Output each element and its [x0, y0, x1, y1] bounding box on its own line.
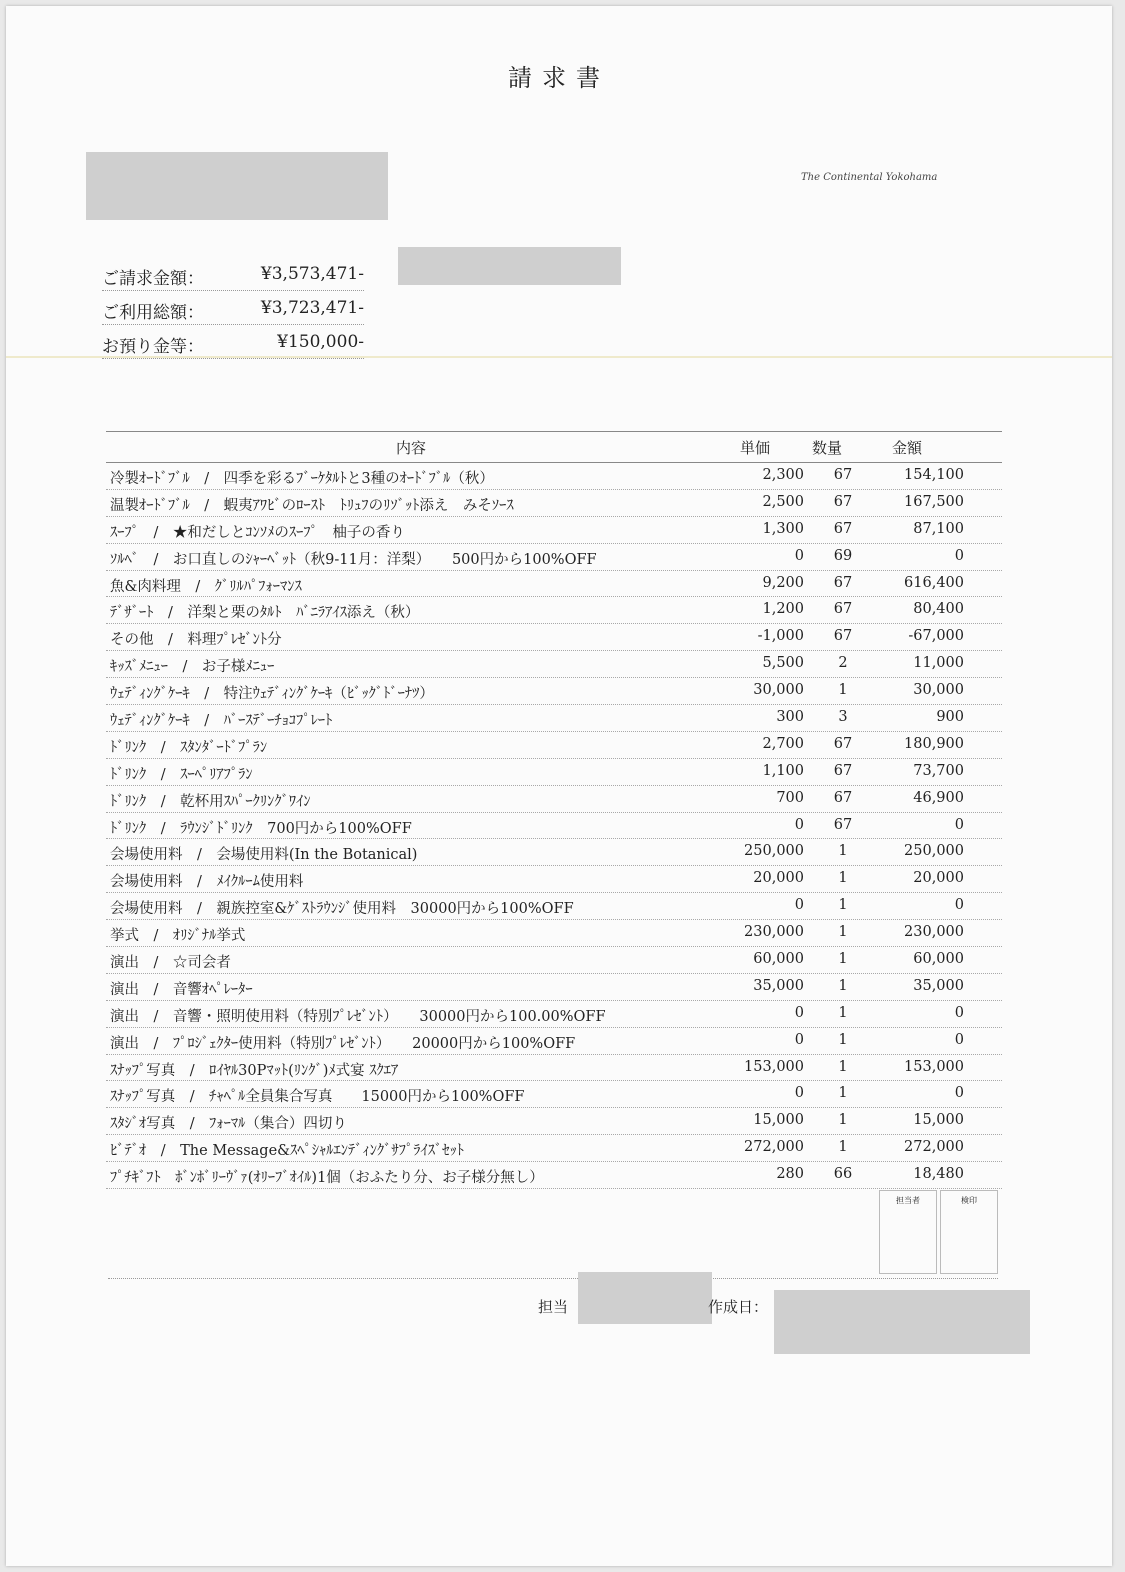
table-row: [106, 1028, 1002, 1055]
row-desc: 演出 / ﾌﾟﾛｼﾞｪｸﾀｰ使用料（特別ﾌﾟﾚｾﾞﾝﾄ） 20000円から100%OFF: [110, 1035, 576, 1052]
row-desc: その他 / 料理ﾌﾟﾚｾﾞﾝﾄ分: [110, 632, 282, 649]
row-amount: 250,000: [904, 843, 964, 860]
row-amount: 80,400: [913, 601, 964, 618]
table-row: [106, 705, 1002, 732]
table-row: [106, 839, 1002, 866]
page-title: 請求書: [508, 64, 610, 92]
row-price: 300: [776, 709, 804, 726]
row-qty: 1: [838, 1085, 848, 1102]
row-price: 0: [794, 897, 804, 914]
row-price: 0: [794, 1004, 804, 1021]
row-qty: 67: [833, 816, 853, 833]
stamp-label: 検印: [961, 1196, 977, 1205]
row-price: 250,000: [744, 843, 804, 860]
row-qty: 67: [833, 574, 853, 591]
row-desc: 温製ｵｰﾄﾞﾌﾞﾙ / 蝦夷ｱﾜﾋﾞのﾛｰｽﾄ ﾄﾘｭﾌのﾘｿﾞｯﾄ添え みそｿｰｽ: [110, 497, 514, 514]
summary-label: お預り金等：: [102, 337, 204, 357]
row-amount: 180,900: [904, 735, 964, 752]
row-price: 0: [794, 816, 804, 833]
row-price: 30,000: [753, 682, 804, 699]
row-desc: ﾃﾞｻﾞｰﾄ / 洋梨と栗のﾀﾙﾄ ﾊﾞﾆﾗｱｲｽ添え（秋）: [110, 605, 420, 622]
table-row: [106, 759, 1002, 786]
invoice-table: [106, 431, 1002, 1189]
table-row: [106, 866, 1002, 893]
row-qty: 1: [838, 951, 848, 968]
redacted-staff-name: [578, 1272, 712, 1324]
table-header: [106, 431, 1002, 463]
row-desc: 冷製ｵｰﾄﾞﾌﾞﾙ / 四季を彩るﾌﾞｰｹﾀﾙﾄと3種のｵｰﾄﾞﾌﾞﾙ（秋）: [110, 471, 494, 487]
row-desc: 演出 / 音響・照明使用料（特別ﾌﾟﾚｾﾞﾝﾄ） 30000円から100.00%OFF: [110, 1008, 606, 1025]
row-amount: 11,000: [913, 655, 964, 672]
header-price: 単価: [740, 439, 771, 457]
row-qty: 1: [838, 682, 848, 699]
row-desc: ｽﾀｼﾞｵ写真 / ﾌｫｰﾏﾙ（集合）四切り: [110, 1116, 347, 1133]
row-amount: 154,100: [904, 467, 964, 483]
row-qty: 3: [838, 709, 848, 726]
table-row: [106, 1001, 1002, 1028]
row-qty: 1: [838, 1004, 848, 1021]
row-qty: 1: [838, 1058, 848, 1075]
row-desc: 魚&肉料理 / ｸﾞﾘﾙﾊﾟﾌｫｰﾏﾝｽ: [110, 578, 302, 595]
row-desc: ﾄﾞﾘﾝｸ / ｽｰﾍﾟﾘｱﾌﾟﾗﾝ: [110, 766, 253, 783]
row-amount: 272,000: [904, 1139, 964, 1156]
redacted-note: [398, 247, 621, 285]
row-desc: 会場使用料 / ﾒｲｸﾙｰﾑ使用料: [110, 874, 304, 891]
row-price: 0: [794, 1085, 804, 1102]
table-row: [106, 544, 1002, 571]
row-amount: 0: [954, 816, 964, 833]
row-qty: 67: [833, 789, 853, 806]
table-row: [106, 947, 1002, 974]
row-amount: 18,480: [913, 1166, 964, 1183]
row-qty: 1: [838, 897, 848, 914]
summary-value: ¥3,723,471-: [260, 298, 364, 318]
row-price: 0: [794, 547, 804, 564]
row-amount: 60,000: [913, 951, 964, 968]
redacted-date: [774, 1290, 1030, 1354]
row-desc: 演出 / ☆司会者: [110, 955, 231, 972]
row-desc: ﾋﾞﾃﾞｵ / The Message&ｽﾍﾟｼｬﾙｴﾝﾃﾞｨﾝｸﾞｻﾌﾟﾗｲｽﾞｾｯﾄ: [110, 1143, 465, 1160]
summary-label: ご利用総額：: [102, 303, 204, 323]
summary-value: ¥3,573,471-: [260, 264, 364, 284]
table-row: [106, 624, 1002, 651]
row-amount: 0: [954, 1031, 964, 1048]
table-row: [106, 974, 1002, 1001]
row-amount: 73,700: [913, 762, 964, 779]
row-desc: 会場使用料 / 親族控室&ｹﾞｽﾄﾗｳﾝｼﾞ使用料 30000円から100%OFF: [110, 901, 574, 918]
row-price: 153,000: [744, 1058, 804, 1075]
table-row: [106, 463, 1002, 490]
row-desc: ﾌﾟﾁｷﾞﾌﾄ ﾎﾞﾝﾎﾞﾘｰｳﾞｧ(ｵﾘｰﾌﾞｵｲﾙ)1個（おふたり分、お子様分無し）: [110, 1170, 544, 1187]
row-price: 1,200: [762, 601, 804, 618]
row-desc: ｽｰﾌﾟ / ★和だしとｺﾝｿﾒのｽｰﾌﾟ 柚子の香り: [110, 524, 405, 541]
row-price: 1,300: [762, 520, 804, 537]
table-row: [106, 571, 1002, 598]
row-amount: 15,000: [913, 1112, 964, 1129]
row-qty: 1: [838, 870, 848, 887]
row-amount: 46,900: [913, 789, 964, 806]
table-row: [106, 1081, 1002, 1108]
row-qty: 2: [838, 655, 848, 672]
row-price: 60,000: [753, 951, 804, 968]
row-amount: 900: [936, 709, 964, 726]
row-qty: 67: [833, 628, 853, 645]
stamp-label: 担当者: [896, 1196, 920, 1205]
row-price: 2,700: [762, 735, 804, 752]
row-price: 0: [794, 1031, 804, 1048]
table-row: [106, 597, 1002, 624]
row-desc: ｽﾅｯﾌﾟ写真 / ﾛｲﾔﾙ30Pﾏｯﾄ(ﾘﾝｸﾞ)ﾒ式宴 ｽｸｴｱ: [110, 1062, 399, 1079]
table-row: [106, 813, 1002, 840]
row-price: 9,200: [762, 574, 804, 591]
row-desc: ｽﾅｯﾌﾟ写真 / ﾁｬﾍﾟﾙ全員集合写真 15000円から100%OFF: [110, 1089, 525, 1106]
table-row: [106, 920, 1002, 947]
row-qty: 67: [833, 520, 853, 537]
row-price: 2,300: [762, 467, 804, 483]
row-desc: 挙式 / ｵﾘｼﾞﾅﾙ挙式: [110, 928, 246, 945]
row-price: 15,000: [753, 1112, 804, 1129]
hotel-logo: The Continental Yokohama: [801, 172, 938, 183]
summary-deposit: [102, 328, 364, 359]
row-amount: 0: [954, 547, 964, 564]
summary-value: ¥150,000-: [277, 332, 364, 352]
row-desc: 演出 / 音響ｵﾍﾟﾚｰﾀｰ: [110, 981, 253, 998]
row-amount: 35,000: [913, 977, 964, 994]
row-qty: 67: [833, 601, 853, 618]
table-row: [106, 786, 1002, 813]
table-row: [106, 1162, 1002, 1189]
summary-billed-amount: [102, 260, 364, 291]
row-qty: 1: [838, 843, 848, 860]
row-desc: ｿﾙﾍﾞ / お口直しのｼｬｰﾍﾞｯﾄ（秋9-11月：洋梨） 500円から100%OFF: [110, 551, 597, 568]
summary-label: ご請求金額：: [102, 269, 204, 289]
row-price: 1,100: [762, 762, 804, 779]
header-desc: 内容: [396, 439, 427, 457]
row-qty: 1: [838, 924, 848, 941]
table-row: [106, 732, 1002, 759]
row-qty: 1: [838, 1112, 848, 1129]
row-amount: 167,500: [904, 493, 964, 510]
footer-divider: [108, 1278, 998, 1279]
row-amount: 230,000: [904, 924, 964, 941]
table-row: [106, 893, 1002, 920]
row-price: 280: [776, 1166, 804, 1183]
row-desc: ｳｪﾃﾞｨﾝｸﾞｹｰｷ / 特注ｳｪﾃﾞｨﾝｸﾞｹｰｷ（ﾋﾞｯｸﾞﾄﾞｰﾅﾂ）: [110, 686, 434, 703]
row-price: 2,500: [762, 493, 804, 510]
header-qty: 数量: [812, 439, 843, 457]
row-amount: -67,000: [908, 628, 964, 645]
row-amount: 30,000: [913, 682, 964, 699]
row-desc: ｷｯｽﾞﾒﾆｭｰ / お子様ﾒﾆｭｰ: [110, 659, 275, 676]
table-row: [106, 1135, 1002, 1162]
row-amount: 0: [954, 1085, 964, 1102]
row-price: 230,000: [744, 924, 804, 941]
row-amount: 153,000: [904, 1058, 964, 1075]
table-row: [106, 1055, 1002, 1082]
row-amount: 0: [954, 897, 964, 914]
footer-date-label: 作成日：: [708, 1298, 769, 1316]
invoice-sheet: [6, 6, 1112, 1566]
row-amount: 87,100: [913, 520, 964, 537]
row-desc: ﾄﾞﾘﾝｸ / ﾗｳﾝｼﾞﾄﾞﾘﾝｸ 700円から100%OFF: [110, 820, 412, 837]
row-amount: 20,000: [913, 870, 964, 887]
row-qty: 1: [838, 1139, 848, 1156]
row-qty: 1: [838, 1031, 848, 1048]
row-qty: 69: [833, 547, 853, 564]
table-body: [106, 463, 1002, 1189]
row-qty: 67: [833, 467, 853, 483]
row-qty: 67: [833, 735, 853, 752]
row-desc: ﾄﾞﾘﾝｸ / ｽﾀﾝﾀﾞｰﾄﾞﾌﾟﾗﾝ: [110, 739, 268, 756]
table-row: [106, 490, 1002, 517]
table-row: [106, 678, 1002, 705]
row-desc: ｳｪﾃﾞｨﾝｸﾞｹｰｷ / ﾊﾞｰｽﾃﾞｰﾁｮｺﾌﾟﾚｰﾄ: [110, 713, 333, 730]
row-qty: 1: [838, 977, 848, 994]
row-price: 35,000: [753, 977, 804, 994]
row-price: 5,500: [762, 655, 804, 672]
table-row: [106, 1108, 1002, 1135]
row-amount: 0: [954, 1004, 964, 1021]
stamp-box-seal: [940, 1190, 998, 1274]
row-price: 700: [776, 789, 804, 806]
row-price: 272,000: [744, 1139, 804, 1156]
row-price: -1,000: [757, 628, 804, 645]
footer-staff-label: 担当: [538, 1298, 569, 1316]
row-amount: 616,400: [904, 574, 964, 591]
summary-total-usage: [102, 294, 364, 325]
redacted-recipient: [86, 152, 388, 220]
stamp-box-staff: [879, 1190, 937, 1274]
header-amount: 金額: [892, 439, 923, 457]
row-desc: 会場使用料 / 会場使用料(In the Botanical): [110, 847, 418, 864]
row-price: 20,000: [753, 870, 804, 887]
row-qty: 67: [833, 493, 853, 510]
row-desc: ﾄﾞﾘﾝｸ / 乾杯用ｽﾊﾟｰｸﾘﾝｸﾞﾜｲﾝ: [110, 793, 311, 810]
row-qty: 67: [833, 762, 853, 779]
row-qty: 66: [833, 1166, 853, 1183]
table-row: [106, 651, 1002, 678]
table-row: [106, 517, 1002, 544]
